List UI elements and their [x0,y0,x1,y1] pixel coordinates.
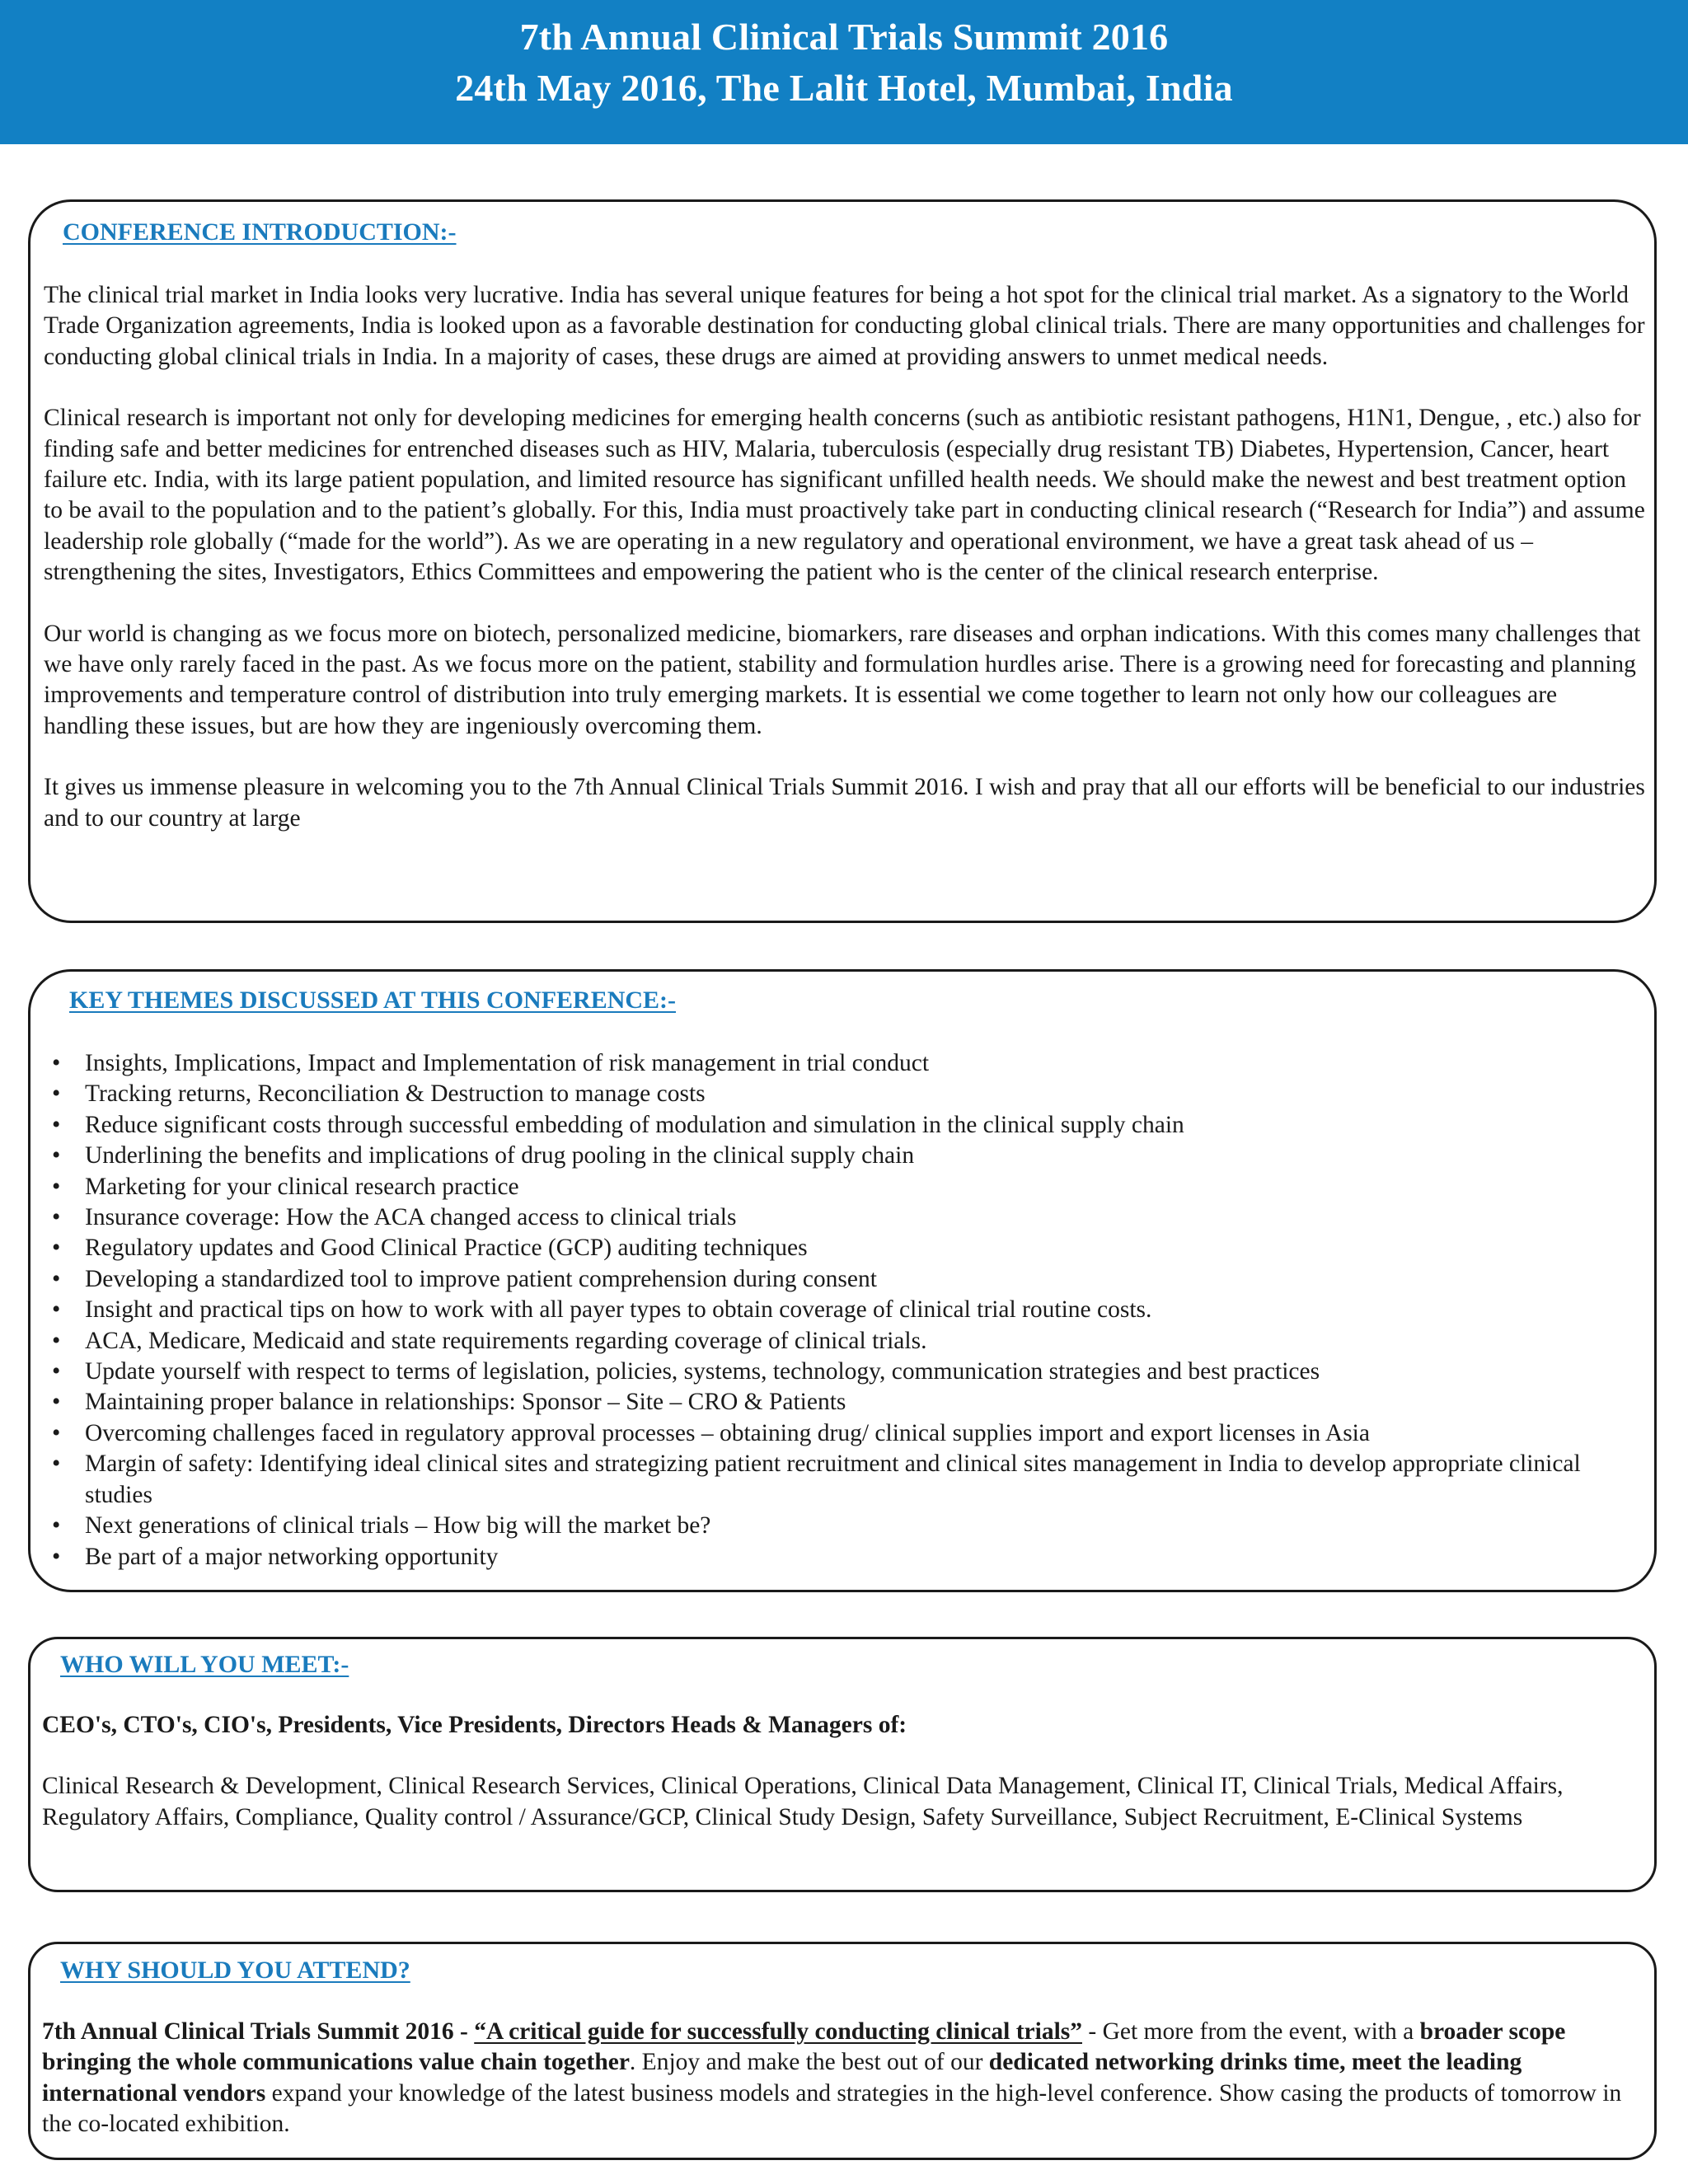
bullet-icon: • [52,1265,61,1292]
attend-event-name: 7th Annual Clinical Trials Summit 2016 - [42,2018,468,2045]
list-item [45,1511,1644,1541]
bullet-icon: • [52,1451,61,1478]
bullet-icon: • [52,1389,61,1416]
attend-text [42,2017,1644,2140]
attend-text-1: - Get more from the event, with a [1082,2018,1420,2045]
themes-heading: KEY THEMES DISCUSSED AT THIS CONFERENCE:- [69,987,677,1014]
intro-heading: CONFERENCE INTRODUCTION:- [63,218,457,246]
list-item-text: Margin of safety: Identifying ideal clinical sites and strategizing patient recruitment and clinical sites management in India to develop appropriate clinical studies [85,1451,1581,1508]
list-item-text: Regulatory updates and Good Clinical Practice (GCP) auditing techniques [85,1235,808,1262]
bullet-icon: • [52,1235,61,1262]
list-item [45,1418,1644,1449]
event-date-location: 24th May 2016, The Lalit Hotel, Mumbai, India [455,67,1233,109]
list-item [45,1233,1644,1263]
list-item-text: Developing a standardized tool to improve patient comprehension during consent [85,1265,877,1292]
intro-paragraph-3: Our world is changing as we focus more on biotech, personalized medicine, biomarkers, rare diseases and orphan indications. With this comes many challenges that we have only rarely faced in the past. As we focus more on the patient, stability and formulation hurdles arise. There is a growing need for forecasting and planning improvements and temperature control of distribution into truly emerging markets. It is essential we come together to learn not only how our colleagues are handling these issues, but are how they are ingeniously overcoming them. [44,620,1641,739]
intro-paragraph-4: It gives us immense pleasure in welcoming you to the 7th Annual Clinical Trials Summit 2016. I wish and pray that all our efforts will be beneficial to our industries and to our country at large [44,774,1645,832]
attend-text-3: expand your knowledge of the latest business models and strategies in the high-level conference. Show casing the products of tomorrow in the co-located exhibition. [42,2079,1622,2138]
list-item [45,1110,1644,1141]
attend-heading: WHY SHOULD YOU ATTEND? [60,1957,410,1984]
intro-paragraph-1: The clinical trial market in India looks very lucrative. India has several unique features for being a hot spot for the clinical trial market. As a signatory to the World Trade Organization agreements, India is looked upon as a favorable destination for conducting global clinical trials. There are many opportunities and challenges for conducting global clinical trials in India. In a majority of cases, these drugs are aimed at providing answers to unmet medical needs. [44,282,1645,370]
list-item [45,1326,1644,1357]
list-item-text: Update yourself with respect to terms of legislation, policies, systems, technology, communication strategies and best practices [85,1358,1320,1385]
list-item-text: Insights, Implications, Impact and Implementation of risk management in trial conduct [85,1050,930,1076]
list-item-text: Insight and practical tips on how to work with all payer types to obtain coverage of clinical trial routine costs. [85,1296,1152,1324]
bullet-icon: • [52,1296,61,1324]
themes-list [45,1048,1644,1572]
attend-bold-2: dedicated networking drinks time, meet the leading international vendors [42,2049,1522,2107]
list-item-text: Next generations of clinical trials – How big will the market be? [85,1512,711,1540]
list-item [45,1542,1644,1572]
list-item-text: Reduce significant costs through successful embedding of modulation and simulation in the clinical supply chain [85,1111,1184,1138]
attend-bold-1: broader scope bringing the whole communications value chain together [42,2018,1566,2076]
meet-heading: WHO WILL YOU MEET:- [60,1651,349,1678]
bullet-icon: • [52,1419,61,1446]
attend-tagline: “A critical guide for successfully conducting clinical trials” [474,2018,1082,2045]
list-item [45,1387,1644,1418]
list-item [45,1141,1644,1171]
bullet-icon: • [52,1543,61,1570]
list-item [45,1264,1644,1295]
intro-paragraph-2: Clinical research is important not only for developing medicines for emerging health concerns (such as antibiotic resistant pathogens, H1N1, Dengue, , etc.) also for finding safe and better medicines for entrenched diseases such as HIV, Malaria, tuberculosis (especially drug resistant TB) Diabetes, Hypertension, Cancer, heart failure etc. India, with its large patient population, and limited resource has significant unfilled health needs. We should make the newest and best treatment option to be avail to the population and to the patient’s globally. For this, India must proactively take part in conducting clinical research (“Research for India”) and assume leadership role globally (“made for the world”). As we are operating in a new regulatory and operational environment, we have a great task ahead of us – strengthening the sites, Investigators, Ethics Committees and empowering the patient who is the center of the clinical research enterprise. [44,405,1645,586]
attend-text-2: . Enjoy and make the best out of our [629,2049,989,2076]
list-item [45,1295,1644,1325]
list-item-text: Be part of a major networking opportunity [85,1543,499,1570]
bullet-icon: • [52,1050,61,1076]
bullet-icon: • [52,1327,61,1354]
list-item-text: Underlining the benefits and implications of drug pooling in the clinical supply chain [85,1142,915,1169]
bullet-icon: • [52,1173,61,1200]
list-item-text: Tracking returns, Reconciliation & Destruction to manage costs [85,1080,706,1108]
list-item [45,1357,1644,1387]
bullet-icon: • [52,1512,61,1540]
list-item [45,1079,1644,1109]
list-item-text: Maintaining proper balance in relationships: Sponsor – Site – CRO & Patients [85,1389,846,1416]
meet-departments: Clinical Research & Development, Clinical Research Services, Clinical Operations, Clinical Data Management, Clinical IT, Clinical Trials, Medical Affairs, Regulatory Affairs, Compliance, Quality control / Assurance/GCP, Clinical Study Design, Safety Surveillance, Subject Recruitment, E-Clinical Systems [42,1773,1564,1830]
bullet-icon: • [52,1204,61,1231]
list-item-text: ACA, Medicare, Medicaid and state requirements regarding coverage of clinical trials. [85,1327,927,1354]
list-item [45,1048,1644,1079]
bullet-icon: • [52,1111,61,1138]
header-banner [0,0,1688,144]
list-item-text: Insurance coverage: How the ACA changed access to clinical trials [85,1204,737,1231]
bullet-icon: • [52,1358,61,1385]
bullet-icon: • [52,1080,61,1108]
attend-paragraph [42,2017,1644,2140]
meet-roles: CEO's, CTO's, CIO's, Presidents, Vice Presidents, Directors Heads & Managers of: [42,1712,907,1738]
list-item [45,1202,1644,1233]
list-item-text: Marketing for your clinical research practice [85,1173,519,1200]
bullet-icon: • [52,1142,61,1169]
list-item-text: Overcoming challenges faced in regulatory approval processes – obtaining drug/ clinical supplies import and export licenses in Asia [85,1419,1370,1446]
list-item [45,1449,1644,1511]
meet-text [42,1710,1644,1833]
list-item [45,1172,1644,1202]
intro-text [44,280,1646,834]
page-title: 7th Annual Clinical Trials Summit 2016 [519,16,1169,58]
